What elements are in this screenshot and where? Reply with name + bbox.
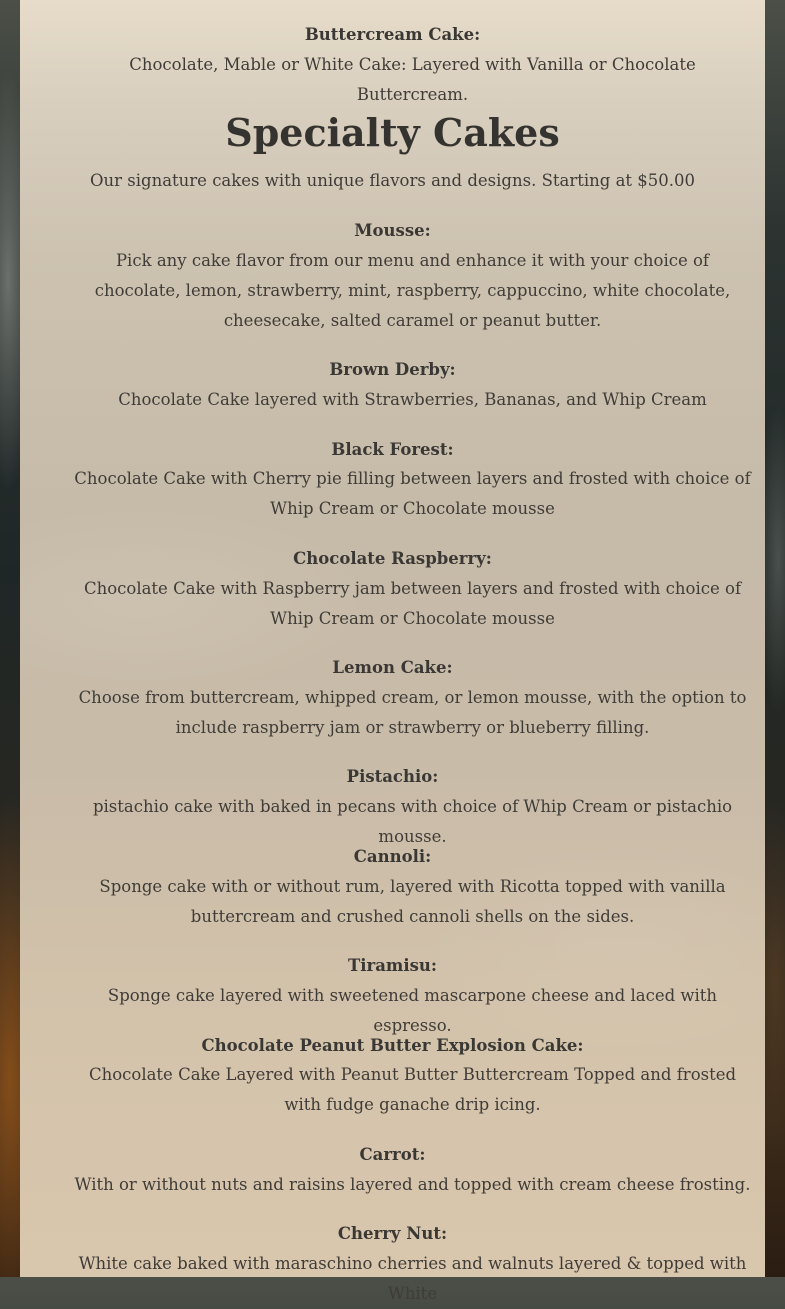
item-title-carrot: Carrot: bbox=[359, 1145, 426, 1164]
item-desc-tiramisu: Sponge cake layered with sweetened mascarpone cheese and laced with espresso. bbox=[107, 986, 718, 1035]
item-title-chocolate-peanut-butter-explosion: Chocolate Peanut Butter Explosion Cake: bbox=[201, 1036, 584, 1055]
item-title-pistachio: Pistachio: bbox=[346, 767, 439, 786]
item-desc-chocolate-raspberry: Chocolate Cake with Raspberry jam between layers and frosted with choice of Whip Cream or Chocolate mousse bbox=[83, 579, 742, 628]
item-desc-cherry-nut: White cake baked with maraschino cherries and walnuts layered & topped with White bbox=[78, 1254, 747, 1303]
item-desc-mousse: Pick any cake flavor from our menu and enhance it with your choice of chocolate, lemon, strawberry, mint, raspberry, cappuccino, white chocolate, cheesecake, salted caramel or peanut butter. bbox=[94, 251, 731, 330]
item-title-cherry-nut: Cherry Nut: bbox=[337, 1224, 448, 1243]
menu-panel bbox=[20, 0, 765, 1303]
item-desc-pistachio: pistachio cake with baked in pecans with choice of Whip Cream or pistachio mousse. bbox=[92, 797, 733, 846]
item-desc-lemon-cake: Choose from buttercream, whipped cream, or lemon mousse, with the option to include raspberry jam or strawberry or blueberry filling. bbox=[78, 688, 747, 737]
item-title-chocolate-raspberry: Chocolate Raspberry: bbox=[293, 549, 492, 568]
item-title-mousse: Mousse: bbox=[354, 221, 431, 240]
item-title-tiramisu: Tiramisu: bbox=[347, 956, 438, 975]
item-title-lemon-cake: Lemon Cake: bbox=[332, 658, 453, 677]
item-desc-cannoli: Sponge cake with or without rum, layered with Ricotta topped with vanilla buttercream and crushed cannoli shells on the sides. bbox=[99, 877, 726, 926]
item-title-cannoli: Cannoli: bbox=[353, 847, 432, 866]
item-desc-brown-derby: Chocolate Cake layered with Strawberries, Bananas, and Whip Cream bbox=[118, 390, 707, 409]
item-desc-black-forest: Chocolate Cake with Cherry pie filling between layers and frosted with choice of Whip Cream or Chocolate mousse bbox=[74, 469, 751, 518]
item-desc-chocolate-peanut-butter-explosion: Chocolate Cake Layered with Peanut Butter Buttercream Topped and frosted with fudge ganache drip icing. bbox=[88, 1065, 737, 1114]
item-title-black-forest: Black Forest: bbox=[331, 440, 454, 459]
item-desc-buttercream-cake: Chocolate, Mable or White Cake: Layered with Vanilla or Chocolate Buttercream. bbox=[129, 55, 696, 104]
item-desc-carrot: With or without nuts and raisins layered and topped with cream cheese frosting. bbox=[74, 1175, 751, 1194]
item-title-buttercream-cake: Buttercream Cake: bbox=[304, 25, 481, 44]
section-intro: Our signature cakes with unique flavors and designs. Starting at $50.00 bbox=[89, 171, 696, 190]
section-heading-specialty-cakes: Specialty Cakes bbox=[225, 110, 560, 155]
item-title-brown-derby: Brown Derby: bbox=[329, 360, 456, 379]
